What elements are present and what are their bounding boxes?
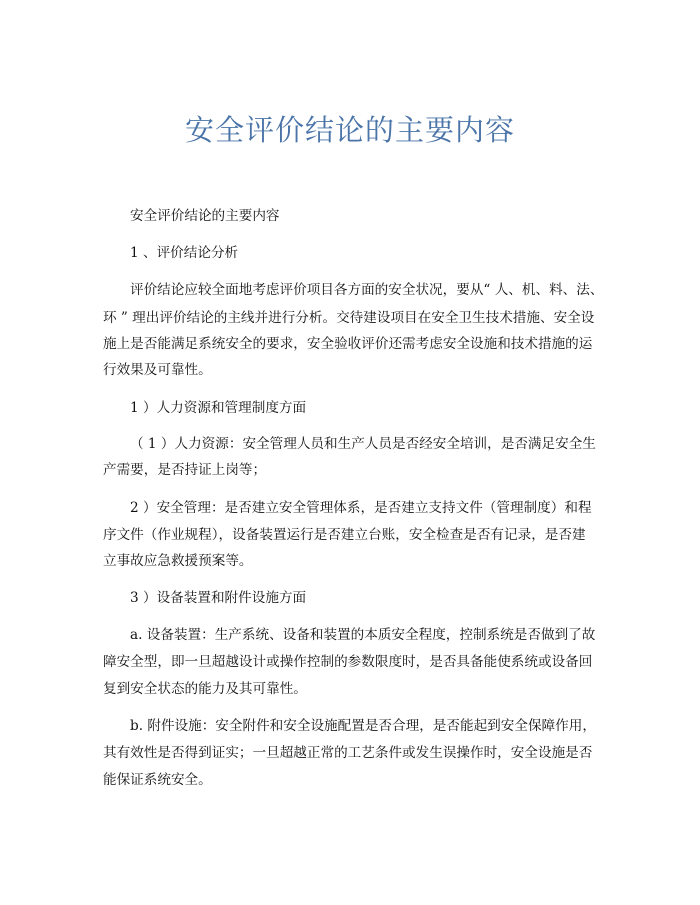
paragraph-line: a. 设备装置：生产系统、设备和装置的本质安全程度，控制系统是否做到了故 [130,627,596,643]
paragraph-line: 其有效性是否得到证实；一旦超越正常的工艺条件或发生误操作时，安全设施是否 [103,745,593,761]
paragraph-line: 立事故应急救援预案等。 [103,553,253,569]
paragraph-line: 施上是否能满足系统安全的要求，安全验收评价还需考虑安全设施和技术措施的运 [103,336,593,352]
paragraph-line: 能保证系统安全。 [103,772,212,788]
heading-line: 安全评价结论的主要内容 [130,208,280,224]
section-heading: 1 ）人力资源和管理制度方面 [130,400,307,416]
paragraph-line: 复到安全状态的能力及其可靠性。 [103,681,307,697]
paragraph-line: （ 1 ）人力资源：安全管理人员和生产人员是否经安全培训，是否满足安全生 [130,436,596,452]
paragraph-line: 行效果及可靠性。 [103,362,212,378]
paragraph-line: 产需要，是否持证上岗等； [103,462,267,478]
paragraph-line: 环 ” 理出评价结论的主线并进行分析。交待建设项目在安全卫生技术措施、安全设 [103,310,595,326]
paragraph-line: 评价结论应较全面地考虑评价项目各方面的安全状况，要从“ 人、机、料、法、 [130,282,604,298]
paragraph-line: b. 附件设施：安全附件和安全设施配置是否合理，是否能起到安全保障作用， [130,718,596,734]
paragraph-line: 2 ）安全管理：是否建立安全管理体系，是否建立支持文件（管理制度）和程 [130,500,592,516]
paragraph-line: 序文件（作业规程），设备装置运行是否建立台账，安全检查是否有记录，是否建 [103,527,586,543]
section-heading: 1 、评价结论分析 [130,245,239,261]
section-heading: 3 ）设备装置和附件设施方面 [130,590,307,606]
document-title: 安全评价结论的主要内容 [184,113,515,147]
paragraph-line: 障安全型，即一旦超越设计或操作控制的参数限度时，是否具备能使系统或设备回 [103,654,593,670]
